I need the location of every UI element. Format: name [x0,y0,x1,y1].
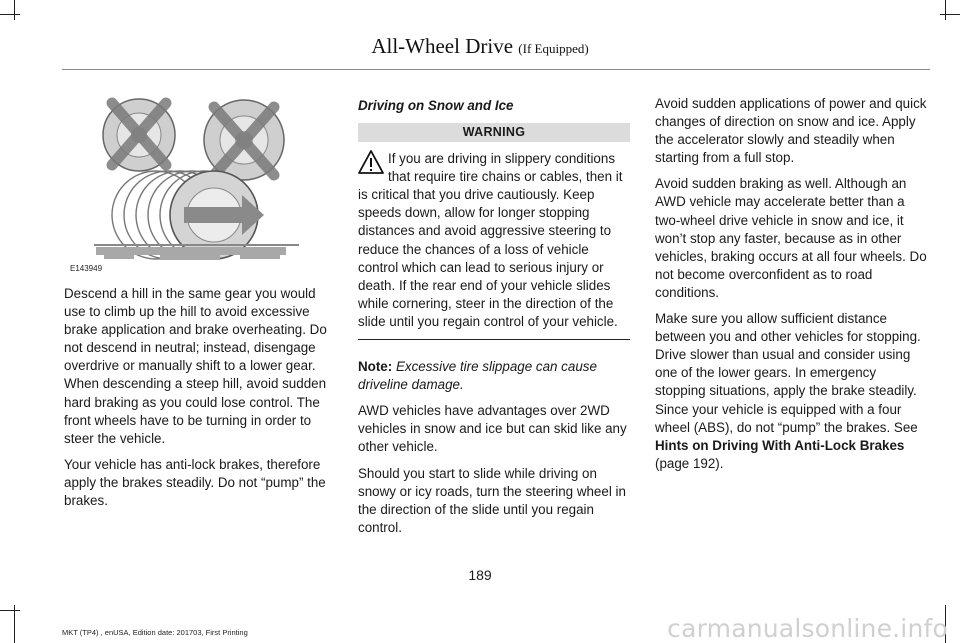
paragraph: AWD vehicles have advantages over 2WD vehicles in snow and ice but can skid like any other vehicle. [358,403,627,455]
warning-banner: WARNING [358,123,630,142]
column-left [64,95,336,518]
header-divider [62,69,930,70]
watermark: carmanualsonline.info [667,614,948,643]
column-right [655,95,930,481]
crop-mark [14,0,15,20]
wheel-illustration [64,95,336,275]
note-text: Excessive tire slippage can cause driveline damage. [358,359,597,393]
page-number: 189 [468,567,492,583]
paragraph: Avoid sudden braking as well. Although an AWD vehicle may accelerate better than a two-wheel drive vehicle in snow and ice, it won’t stop any faster, because as in other vehicles, braking occurs at all four wheels. Do not become overconfident as to road conditions. [655,176,927,300]
crop-mark [945,0,946,20]
paragraph: Should you start to slide while driving on snowy or icy roads, turn the steering wheel in the direction of the slide until you regain control. [358,465,626,535]
wheel-drawing [64,95,336,275]
cross-reference-link[interactable]: Hints on Driving With Anti-Lock Brakes [655,437,905,453]
cross-reference-page: (page 192). [655,455,724,471]
section-heading: Driving on Snow and Ice [358,98,514,113]
figure-id: E143949 [70,264,103,273]
paragraph-text: Make sure you allow sufficient distance between you and other vehicles for stopping. Drive slower than usual and consider using one of the lower gears. In emergency stopping situations, apply the brake steadily. Since your vehicle is equipped with a four wheel (ABS), do not “pump” the brakes. See [655,311,921,435]
column-middle [358,97,630,545]
paragraph: Descend a hill in the same gear you would use to climb up the hill to avoid excessive brake application and brake overheating. Do not descend in neutral; instead, disengage overdrive or manually shift to a lower gear. When descending a steep hill, avoid sudden hard braking as you could lose control. The front wheels have to be turning in order to steer the vehicle. [64,286,327,446]
header-subtitle: (If Equipped) [518,41,589,56]
warning-triangle-icon [358,150,384,174]
paragraph: Your vehicle has anti-lock brakes, therefore apply the brakes steadily. Do not “pump” the brakes. [64,456,326,509]
warning-box [358,150,630,331]
warning-divider [358,339,630,340]
header-title: All-Wheel Drive [371,34,514,58]
paragraph: Avoid sudden applications of power and quick changes of direction on snow and ice. Apply the accelerator slowly and steadily when starting from a full stop. [655,96,927,166]
footer-text: MKT (TP4) , enUSA, Edition date: 201703, First Printing [62,628,248,637]
crop-mark [940,14,960,15]
page-header [0,34,960,59]
note-label: Note: [358,359,393,375]
paragraph [655,310,930,473]
crop-mark [0,14,20,15]
crop-mark [0,610,20,611]
note [358,358,630,394]
warning-text: If you are driving in slippery conditions that require tire chains or cables, then it is critical that you drive cautiously. Keep speeds down, allow for longer stopping distances and avoid aggressive steering to reduce the chances of a loss of vehicle control which can lead to serious injury or death. If the rear end of your vehicle slides while cornering, steer in the direction of the slide until you regain control of your vehicle. [358,151,623,329]
